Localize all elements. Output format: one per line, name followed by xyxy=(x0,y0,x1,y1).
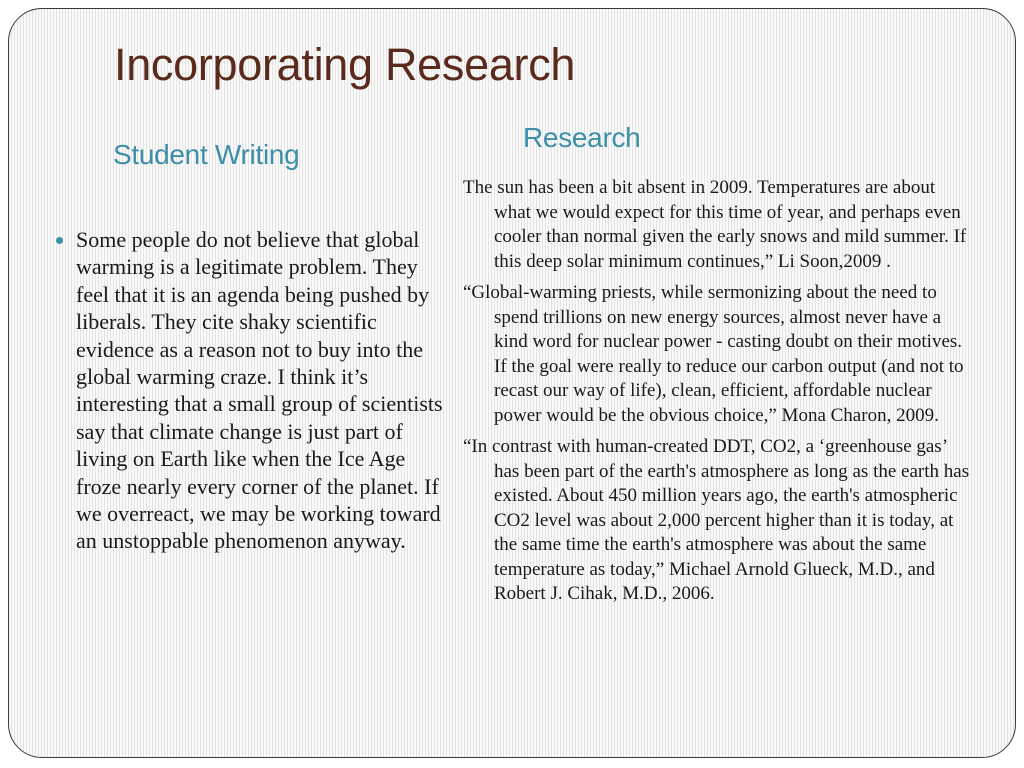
slide xyxy=(8,8,1016,758)
student-writing-paragraph: Some people do not believe that global warming is a legitimate problem. They feel that it is an agenda being pushed by liberals. They cite shaky scientific evidence as a reason not to buy into the global warming craze. I think it’s interesting that a small group of scientists say that climate change is just part of living on Earth like when the Ice Age froze nearly every corner of the planet. If we overreact, we may be working toward an unstoppable phenomenon anyway. xyxy=(76,227,443,554)
student-writing-list xyxy=(54,226,449,555)
research-quote-charon: “Global-warming priests, while sermonizing about the need to spend trillions on new energy sources, almost never have a kind word for nuclear power - casting doubt on their motives. If the goal were really to reduce our carbon output (and not to recast our way of life), clean, efficient, affordable nuclear power would be the obvious choice,” Mona Charon, 2009. xyxy=(463,282,964,426)
student-writing-item xyxy=(54,226,449,555)
student-writing-heading: Student Writing xyxy=(113,139,300,170)
bullet-icon xyxy=(56,237,63,244)
research-heading: Research xyxy=(523,122,641,153)
slide-title: Incorporating Research xyxy=(114,39,576,90)
research-quotes-list xyxy=(463,176,971,614)
research-quote-soon: The sun has been a bit absent in 2009. Temperatures are about what we would expect for this time of year, and perhaps even cooler than normal given the early snows and mild summer. If this deep solar minimum continues,” Li Soon,2009 . xyxy=(463,177,967,272)
research-quote-glueck-cihak: “In contrast with human-created DDT, CO2, a ‘greenhouse gas’ has been part of the earth's atmosphere as long as the earth has existed. About 450 million years ago, the earth's atmospheric CO2 level was about 2,000 percent higher than it is today, at the same time the earth's atmosphere was about the same temperature as today,” Michael Arnold Glueck, M.D., and Robert J. Cihak, M.D., 2006. xyxy=(463,436,970,604)
